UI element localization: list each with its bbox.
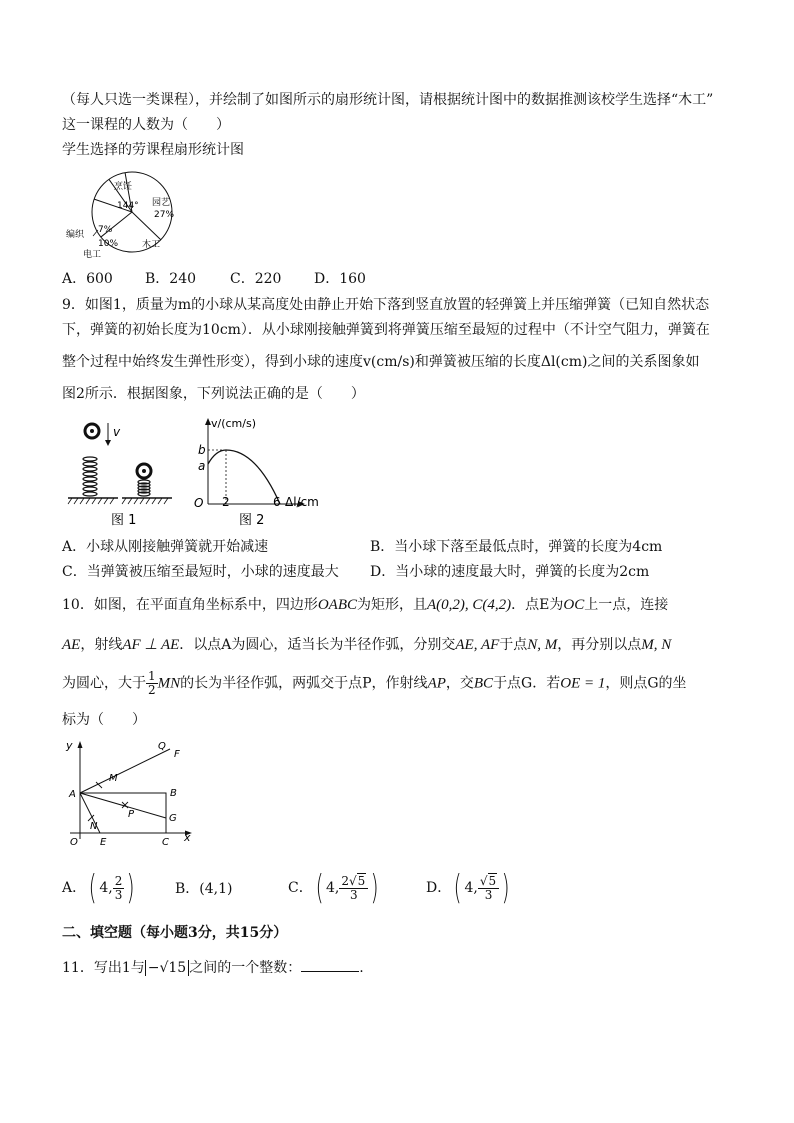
graph-tick-6: 6 xyxy=(273,495,281,509)
ray-af xyxy=(80,749,170,793)
pie-value-pengren: 144° xyxy=(117,201,139,211)
q8-option-d: D．160 xyxy=(314,271,366,287)
spring-uncompressed-icon xyxy=(83,457,97,496)
pie-value-diangong: 10% xyxy=(98,239,119,249)
label-g: G xyxy=(169,813,177,824)
q8-text-line2: 这一课程的人数为（ ） xyxy=(62,117,230,133)
pie-label-diangong: 电工 xyxy=(83,250,102,260)
graph-tick-2: 2 xyxy=(222,495,230,509)
q9-option-c: C．当弹簧被压缩至最短时，小球的速度最大 xyxy=(62,564,339,580)
label-n: N xyxy=(90,821,98,832)
q10-text-line4: 标为（ ） xyxy=(62,712,146,728)
spring-compressed-icon xyxy=(138,480,150,496)
q8-option-c: C．220 xyxy=(230,271,282,287)
velocity-label: v xyxy=(113,425,121,439)
label-o: O xyxy=(70,837,78,848)
q10-option-a: A． ( 4, $\frac{2}{3}$ ) xyxy=(62,868,136,908)
q8-option-b: B．240 xyxy=(145,271,197,287)
section-fill-in-heading: 二、填空题（每小题3分，共15分） xyxy=(62,925,288,941)
pie-chart-title: 学生选择的劳课程扇形统计图 xyxy=(62,142,244,158)
q10-option-c: C． ( 4, $\frac{2√5}{3}$ ) xyxy=(288,868,379,908)
pie-value-yuanyi: 27% xyxy=(154,210,175,220)
q9-option-a: A．小球从刚接触弹簧就开始减速 xyxy=(62,539,269,555)
graph-x-label: Δl/cm xyxy=(285,495,319,509)
label-f: F xyxy=(174,749,180,760)
q10-option-b: B．(4,1) xyxy=(175,881,233,897)
figure-2-caption: 图 2 xyxy=(239,513,265,528)
answer-blank[interactable] xyxy=(301,959,359,972)
q9-option-b: B．当小球下落至最低点时，弹簧的长度为4cm xyxy=(370,539,663,555)
q9-option-d: D．当小球的速度最大时，弹簧的长度为2cm xyxy=(370,564,650,580)
q10-text-line2: AE，射线AF ⊥ AE．以点A为圆心，适当长为半径作弧，分别交AE, AF于点N, M，再分别以点M, N xyxy=(62,637,672,653)
q9-text-line4: 图2所示．根据图象，下列说法正确的是（ ） xyxy=(62,386,365,402)
q9-text-line3: 整个过程中始终发生弹性形变），得到小球的速度v(cm/s)和弹簧被压缩的长度Δl(cm)之间的关系图象如 xyxy=(62,354,700,370)
graph-origin-label: O xyxy=(194,496,204,510)
label-y: y xyxy=(66,739,73,752)
ray-ap xyxy=(80,793,166,818)
q9-text-line1: 9．如图1，质量为m的小球从某高度处由静止开始下落到竖直放置的轻弹簧上并压缩弹簧（已知自然状态 xyxy=(62,297,710,313)
q10-coordinate-figure xyxy=(62,735,202,853)
figure-2-velocity-graph xyxy=(186,414,336,532)
label-p: P xyxy=(128,809,135,820)
q8-option-a: A．600 xyxy=(62,271,113,287)
pie-value-bianzhi: 7% xyxy=(98,225,113,235)
abs-neg-sqrt15: −√15 xyxy=(145,960,189,976)
label-m: M xyxy=(109,773,118,784)
label-q: Q xyxy=(158,741,166,752)
label-a: A xyxy=(69,789,76,800)
label-c: C xyxy=(162,837,169,848)
fraction-one-half: $\frac{1}{2}$ xyxy=(148,669,156,697)
graph-label-a: a xyxy=(198,459,206,473)
figure-1-caption: 图 1 xyxy=(111,513,137,528)
figure-1-spring xyxy=(66,414,186,532)
q9-text-line2: 下，弹簧的初始长度为10cm）．从小球刚接触弹簧到将弹簧压缩至最短的过程中（不计空气阻力，弹簧在 xyxy=(62,322,710,338)
pie-label-pengren: 烹饪 xyxy=(114,182,133,192)
q11-text: 11．写出1与 −√15 之间的一个整数： . xyxy=(62,960,364,976)
q10-text-line3: 为圆心，大于 $\frac{1}{2}$ MN的长为半径作弧，两弧交于点P，作射线AP，交BC于点G．若OE = 1，则点G的坐 xyxy=(62,669,687,697)
label-e: E xyxy=(100,837,107,848)
graph-label-b: b xyxy=(198,443,206,457)
graph-y-label: v/(cm/s) xyxy=(211,417,256,430)
pie-label-bianzhi: 编织 xyxy=(66,230,85,240)
label-b: B xyxy=(170,788,177,799)
velocity-curve xyxy=(208,450,280,504)
label-x: x xyxy=(184,831,191,844)
q10-option-d: D． ( 4, $\frac{√5}{3}$ ) xyxy=(426,868,510,908)
pie-label-yuanyi: 园艺 xyxy=(152,198,171,208)
pie-label-mugong: 木工 xyxy=(142,240,161,250)
q10-text-line1: 10．如图，在平面直角坐标系中，四边形OABC为矩形，且A(0,2), C(4,2)．点E为OC上一点，连接 xyxy=(62,597,669,613)
pie-chart xyxy=(62,162,192,266)
q8-text-line1: （每人只选一类课程），并绘制了如图所示的扇形统计图，请根据统计图中的数据推测该校学生选择“木工” xyxy=(62,92,714,108)
